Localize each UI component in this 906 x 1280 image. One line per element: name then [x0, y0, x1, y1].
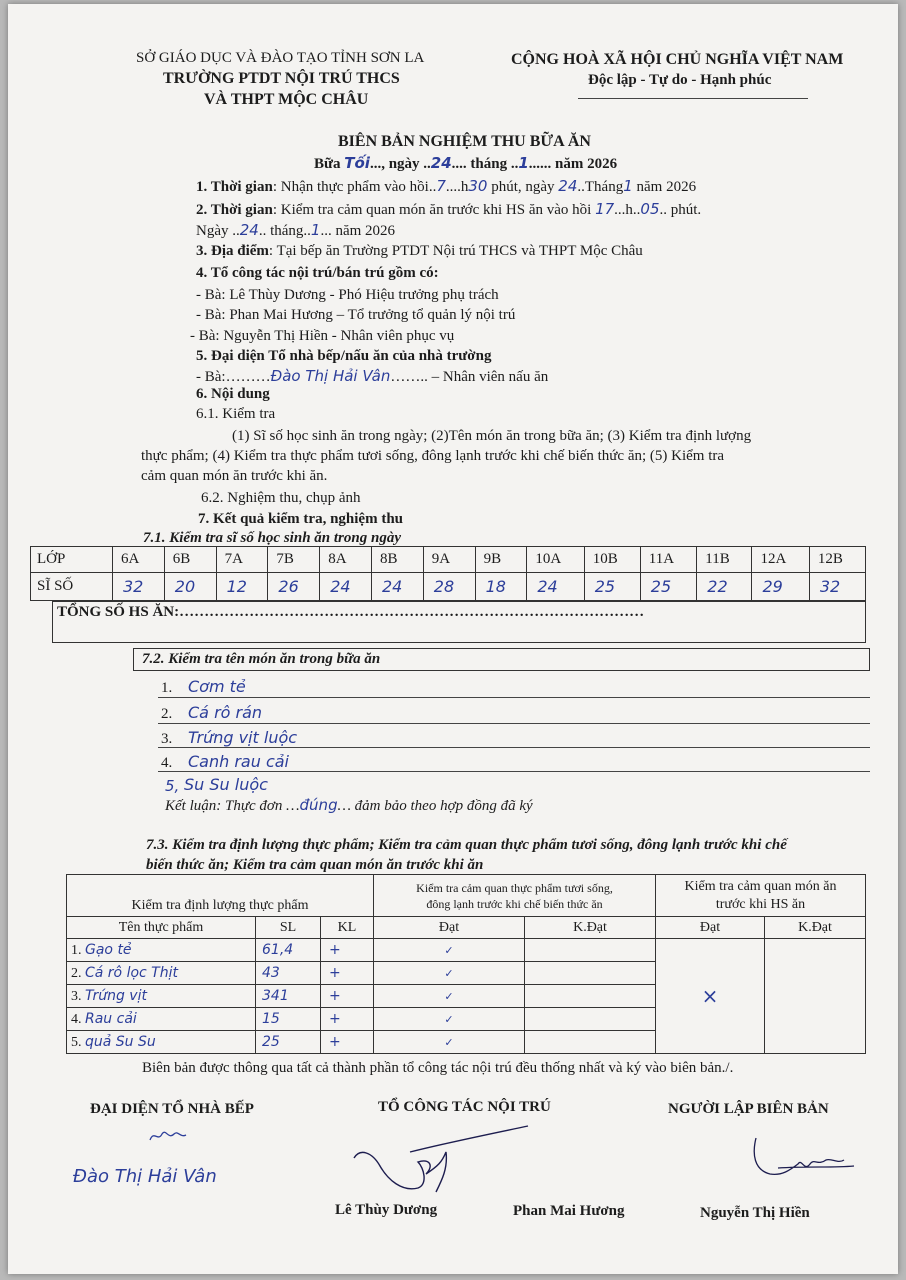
- kitchen-signature-mark: [148, 1126, 188, 1146]
- count-cell: 25: [640, 573, 696, 601]
- content-check: 6.1. Kiểm tra: [196, 406, 276, 422]
- dish-number: 4.: [161, 755, 173, 771]
- content-para-2: thực phẩm; (4) Kiểm tra thực phẩm tươi sống, đông lạnh trước khi chế biến thức ăn; (5) Kiểm tra: [141, 448, 725, 464]
- closing-statement: Biên bản được thông qua tất cả thành phần tổ công tác nội trú đều thống nhất và ký vào biên bản./.: [142, 1060, 734, 1076]
- food-kl: +: [321, 962, 374, 985]
- dish-number: 5,: [165, 777, 180, 795]
- class-cell: 6B: [164, 547, 216, 573]
- row-number: 4.: [71, 1011, 82, 1027]
- fresh-pass-mark: ✓: [374, 962, 525, 985]
- col-group-fresh-l1: Kiểm tra cảm quan thực phẩm tươi sống,: [416, 880, 613, 895]
- item-check-time: 2. Thời gian: Kiểm tra cảm quan món ăn trước khi HS ăn vào hồi 17...h..05.. phút.: [196, 200, 702, 218]
- food-sl: 25: [256, 1031, 321, 1054]
- food-kl: +: [321, 1031, 374, 1054]
- col-group-meal-l1: Kiểm tra cảm quan món ăn: [684, 878, 837, 894]
- count-cell: 28: [423, 573, 475, 601]
- item-kitchen-heading: 5. Đại diện Tổ nhà bếp/nấu ăn của nhà trường: [196, 348, 492, 364]
- food-name: Gạo tẻ: [85, 941, 132, 958]
- count-cell: 32: [809, 573, 865, 601]
- count-cell: 24: [320, 573, 372, 601]
- col-group-quantity: Kiểm tra định lượng thực phẩm: [67, 875, 374, 917]
- food-kl: +: [321, 985, 374, 1008]
- food-kl: +: [321, 939, 374, 962]
- dish-number: 3.: [161, 731, 173, 747]
- col-group-meal-l2: trước khi HS ăn: [715, 896, 806, 912]
- dish-number: 1.: [161, 680, 173, 696]
- col-meal-fail: K.Đạt: [765, 917, 866, 939]
- class-row-label: LỚP: [31, 547, 113, 573]
- food-name: Cá rô lọc Thịt: [85, 964, 178, 981]
- table-row: [67, 939, 866, 962]
- dish-name: Canh rau cải: [188, 752, 289, 771]
- meal-fail-cell: [765, 939, 866, 1054]
- maker-signature-mark: [748, 1134, 858, 1184]
- document-page: [8, 4, 898, 1274]
- dish-line: [158, 723, 870, 724]
- class-cell: 8A: [320, 547, 372, 573]
- food-sl: 43: [256, 962, 321, 985]
- item-check-date: Ngày ..24.. tháng..1... năm 2026: [196, 221, 396, 239]
- item-receive-time: 1. Thời gian: Nhận thực phẩm vào hồi..7....h30 phút, ngày 24..Tháng1 năm 2026: [196, 177, 697, 195]
- dish-name: Cơm tẻ: [188, 677, 246, 696]
- food-name: quả Su Su: [85, 1033, 156, 1050]
- fresh-fail-cell: [525, 939, 656, 962]
- class-cell: 11A: [640, 547, 696, 573]
- col-group-fresh: [374, 875, 656, 917]
- class-cell: 9A: [423, 547, 475, 573]
- board-signature-title: TỔ CÔNG TÁC NỘI TRÚ: [378, 1099, 551, 1115]
- maker-signer-name: Nguyễn Thị Hiền: [700, 1205, 810, 1221]
- count-cell: 24: [371, 573, 423, 601]
- class-cell: 8B: [371, 547, 423, 573]
- class-cell: 11B: [697, 547, 752, 573]
- motto: Độc lập - Tự do - Hạnh phúc: [588, 72, 772, 88]
- section-7-3-heading-2: biến thức ăn; Kiểm tra cảm quan món ăn trước khi ăn: [146, 857, 484, 873]
- fresh-pass-mark: ✓: [374, 939, 525, 962]
- count-cell: 25: [584, 573, 640, 601]
- kitchen-signer-name: Đào Thị Hải Vân: [73, 1166, 217, 1187]
- class-cell: 9B: [475, 547, 527, 573]
- fresh-pass-mark: ✓: [374, 985, 525, 1008]
- class-cell: 7B: [268, 547, 320, 573]
- school-name: TRƯỜNG PTDT NỘI TRÚ THCS: [163, 70, 400, 87]
- content-para-3: cảm quan món ăn trước khi ăn.: [141, 468, 328, 484]
- row-number: 2.: [71, 965, 82, 981]
- board-signature-mark: [350, 1122, 540, 1202]
- col-fresh-pass: Đạt: [374, 917, 525, 939]
- dish-name: Trứng vịt luộc: [188, 728, 298, 747]
- fresh-fail-cell: [525, 962, 656, 985]
- row-number: 1.: [71, 942, 82, 958]
- content-para-1: (1) Sĩ số học sinh ăn trong ngày; (2)Tên món ăn trong bữa ăn; (3) Kiểm tra định lượng: [232, 428, 752, 444]
- col-fresh-fail: K.Đạt: [525, 917, 656, 939]
- fresh-pass-mark: ✓: [374, 1031, 525, 1054]
- total-students-label: TỔNG SỐ HS ĂN:…………………………………………………………………………………: [57, 604, 645, 620]
- maker-signature-title: NGƯỜI LẬP BIÊN BẢN: [668, 1101, 829, 1117]
- class-cell: 12B: [809, 547, 865, 573]
- school-name-2: VÀ THPT MỘC CHÂU: [204, 91, 369, 108]
- fresh-pass-mark: ✓: [374, 1008, 525, 1031]
- food-name: Trứng vịt: [85, 987, 147, 1004]
- col-meal-pass: Đạt: [656, 917, 765, 939]
- class-cell: 10B: [584, 547, 640, 573]
- meal-date-line: Bữa Tối..., ngày ..24.... tháng ..1...... năm 2026: [314, 154, 618, 172]
- col-food-name: Tên thực phẩm: [67, 917, 256, 939]
- kitchen-signature-title: ĐẠI DIỆN TỔ NHÀ BẾP: [90, 1101, 254, 1117]
- section-7-3-heading: 7.3. Kiểm tra định lượng thực phẩm; Kiểm tra cảm quan thực phẩm tươi sống, đông lạnh trước khi chế: [146, 837, 787, 853]
- item-board-heading: 4. Tổ công tác nội trú/bán trú gồm có:: [196, 265, 439, 281]
- row-number: 5.: [71, 1034, 82, 1050]
- board-member-2: - Bà: Phan Mai Hương – Tổ trưởng tổ quản lý nội trú: [196, 307, 516, 323]
- dish-number: 2.: [161, 706, 173, 722]
- board-signer-name-2: Phan Mai Hương: [513, 1203, 625, 1219]
- col-kl: KL: [321, 917, 374, 939]
- class-cell: 7A: [216, 547, 268, 573]
- fresh-fail-cell: [525, 1008, 656, 1031]
- count-cell: 29: [752, 573, 809, 601]
- count-cell: 24: [527, 573, 584, 601]
- count-cell: 32: [113, 573, 165, 601]
- count-cell: 22: [697, 573, 752, 601]
- attendance-table: [30, 546, 866, 601]
- page-title: BIÊN BẢN NGHIỆM THU BỮA ĂN: [338, 133, 591, 150]
- dish-name: Su Su luộc: [184, 775, 268, 794]
- class-cell: 6A: [113, 547, 165, 573]
- nation-title: CỘNG HOÀ XÃ HỘI CHỦ NGHĨA VIỆT NAM: [511, 51, 844, 68]
- dish-line: [158, 747, 870, 748]
- count-cell: 26: [268, 573, 320, 601]
- dish-line: [158, 771, 870, 772]
- col-group-fresh-l2: đông lạnh trước khi chế biến thức ăn: [426, 896, 603, 911]
- class-cell: 10A: [527, 547, 584, 573]
- fresh-fail-cell: [525, 985, 656, 1008]
- total-box: [52, 601, 866, 643]
- dish-name: Cá rô rán: [188, 703, 263, 722]
- row-number: 3.: [71, 988, 82, 1004]
- food-name: Rau cải: [85, 1010, 137, 1027]
- food-kl: +: [321, 1008, 374, 1031]
- food-sl: 15: [256, 1008, 321, 1031]
- item-result-heading: 7. Kết quả kiểm tra, nghiệm thu: [198, 511, 404, 527]
- count-cell: 20: [164, 573, 216, 601]
- col-group-meal: [656, 875, 866, 917]
- count-cell: 18: [475, 573, 527, 601]
- count-row: [31, 573, 866, 601]
- motto-underline: [578, 98, 808, 99]
- count-cell: 12: [216, 573, 268, 601]
- menu-conclusion: Kết luận: Thực đơn …đúng… đảm bảo theo hợp đồng đã ký: [165, 796, 533, 814]
- count-row-label: SĨ SỐ: [31, 573, 113, 601]
- col-sl: SL: [256, 917, 321, 939]
- item-location: 3. Địa điểm: Tại bếp ăn Trường PTDT Nội trú THCS và THPT Mộc Châu: [196, 243, 643, 259]
- section-7-1-heading: 7.1. Kiểm tra sĩ số học sinh ăn trong ngày: [143, 530, 401, 546]
- dish-line: [158, 697, 870, 698]
- section-7-2-box: [133, 648, 870, 671]
- kitchen-member: - Bà:………Đào Thị Hải Vân…….. – Nhân viên nấu ăn: [196, 367, 549, 385]
- item-content-heading: 6. Nội dung: [196, 386, 270, 402]
- board-signer-name-1: Lê Thùy Dương: [335, 1202, 438, 1218]
- fresh-fail-cell: [525, 1031, 656, 1054]
- board-member-3: - Bà: Nguyễn Thị Hiền - Nhân viên phục vụ: [190, 328, 455, 344]
- board-member-1: - Bà: Lê Thùy Dương - Phó Hiệu trưởng phụ trách: [196, 287, 499, 303]
- class-cell: 12A: [752, 547, 809, 573]
- meal-pass-mark: ×: [656, 939, 765, 1054]
- content-accept: 6.2. Nghiệm thu, chụp ảnh: [201, 490, 361, 506]
- dept-name: SỞ GIÁO DỤC VÀ ĐÀO TẠO TỈNH SƠN LA: [136, 50, 425, 66]
- food-sl: 341: [256, 985, 321, 1008]
- section-7-2-heading: 7.2. Kiểm tra tên món ăn trong bữa ăn: [142, 651, 381, 667]
- food-sl: 61,4: [256, 939, 321, 962]
- quality-table: [66, 874, 866, 1054]
- class-row: [31, 547, 866, 573]
